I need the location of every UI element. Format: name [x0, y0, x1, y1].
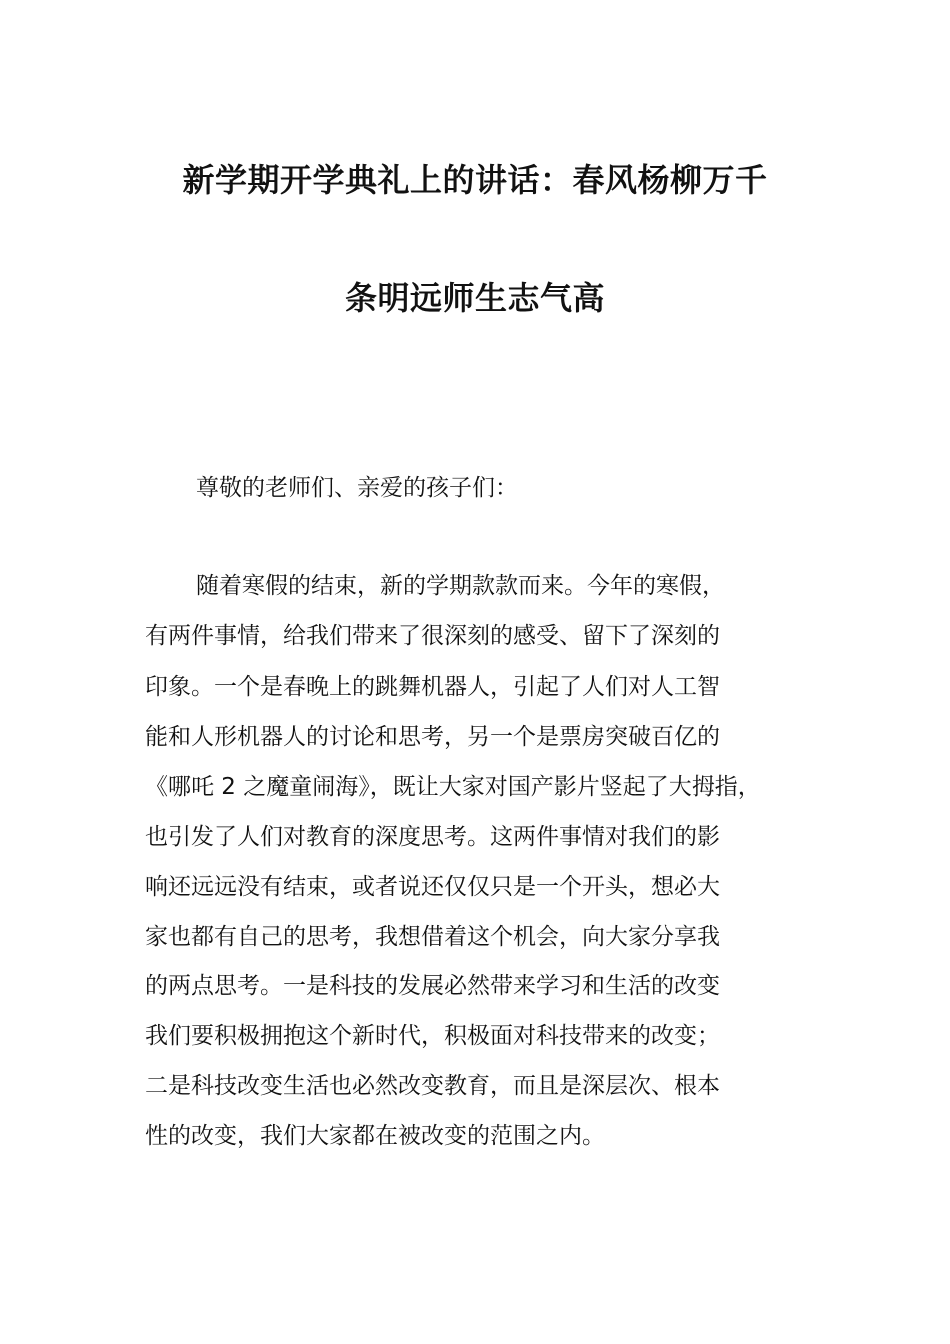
document-title-line-1: 新学期开学典礼上的讲话：春风杨柳万千 [182, 161, 768, 199]
paragraph-line: 我们要积极拥抱这个新时代，积极面对科技带来的改变； [145, 1023, 720, 1049]
paragraph-line: 随着寒假的结束，新的学期款款而来。今年的寒假， [196, 573, 725, 599]
paragraph-line: 有两件事情，给我们带来了很深刻的感受、留下了深刻的 [145, 623, 720, 649]
paragraph-line: 《哪吒 2 之魔童闹海》，既让大家对国产影片竖起了大拇指， [145, 774, 761, 800]
paragraph-line: 印象。一个是春晚上的跳舞机器人，引起了人们对人工智 [145, 674, 720, 700]
paragraph-line: 家也都有自己的思考，我想借着这个机会，向大家分享我 [145, 924, 720, 950]
paragraph-line: 也引发了人们对教育的深度思考。这两件事情对我们的影 [145, 824, 720, 850]
paragraph-line: 响还远远没有结束，或者说还仅仅只是一个开头，想必大 [145, 874, 720, 900]
document-title-line-2: 条明远师生志气高 [344, 279, 605, 317]
greeting: 尊敬的老师们、亲爱的孩子们： [196, 475, 518, 501]
paragraph-line: 的两点思考。一是科技的发展必然带来学习和生活的改变 [145, 973, 720, 999]
paragraph-line: 性的改变，我们大家都在被改变的范围之内。 [145, 1123, 605, 1149]
paragraph-line: 二是科技改变生活也必然改变教育，而且是深层次、根本 [145, 1073, 720, 1099]
paragraph-line: 能和人形机器人的讨论和思考，另一个是票房突破百亿的 [145, 724, 720, 750]
